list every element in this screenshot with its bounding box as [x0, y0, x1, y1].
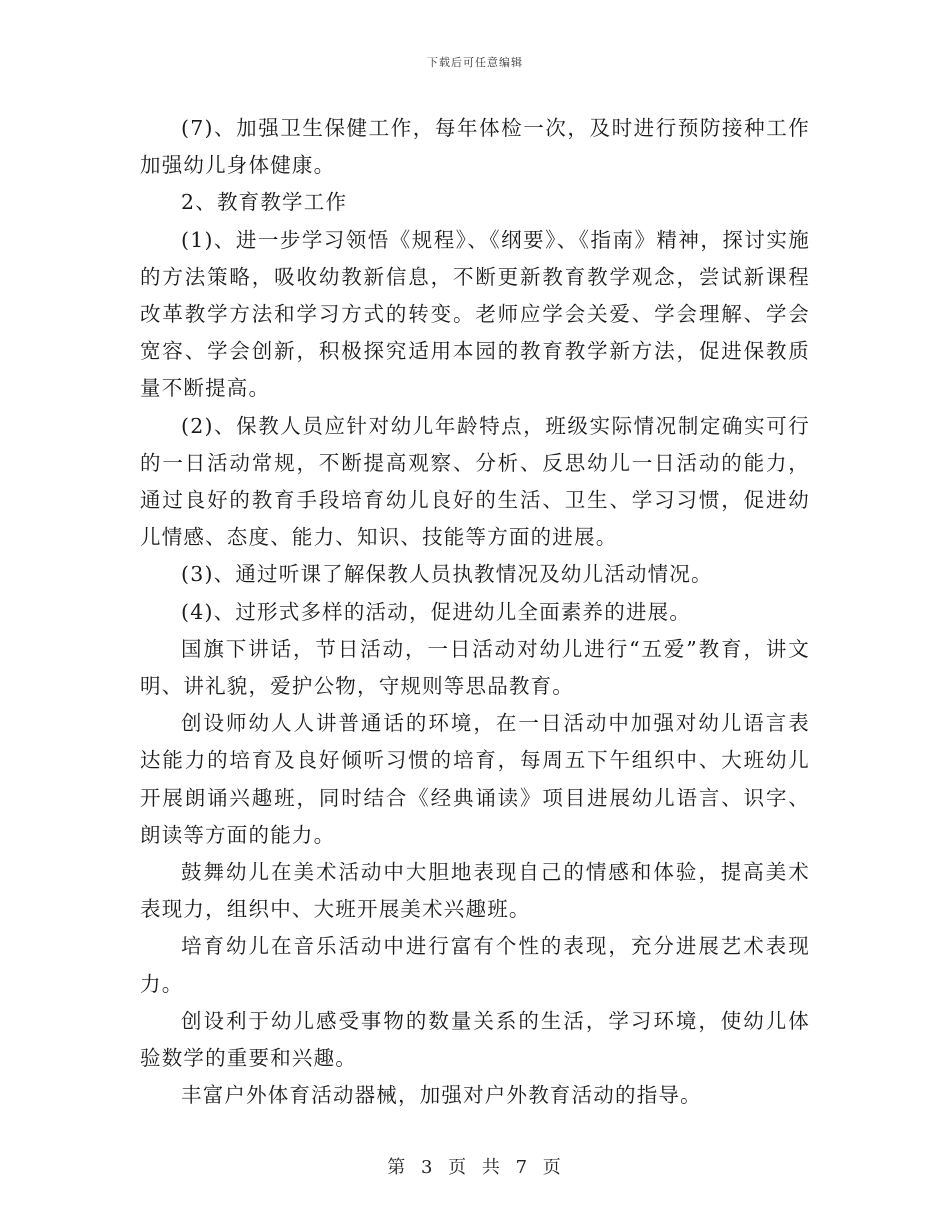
paragraph-study-guidelines: (1)、进一步学习领悟《规程》、《纲要》、《指南》精神，探讨实施的方法策略，吸收幼教新信息，不断更新教育教学观念，尝试新课程改革教学方法和学习方式的转变。老师应学会关爱、学会理解、学会宽容、学会创新，积极探究适用本园的教育教学新方法，促进保教质量不断提高。 — [140, 227, 810, 401]
paragraph-language: 创设师幼人人讲普通话的环境，在一日活动中加强对幼儿语言表达能力的培育及良好倾听习惯的培育，每周五下午组织中、大班幼儿开展朗诵兴趣班，同时结合《经典诵读》项目进展幼儿语言、识字、朗读等方面的能力。 — [140, 711, 810, 847]
paragraph-music: 培育幼儿在音乐活动中进行富有个性的表现，充分进展艺术表现力。 — [140, 934, 810, 996]
paragraph-outdoor-sports: 丰富户外体育活动器械，加强对户外教育活动的指导。 — [181, 1083, 702, 1108]
paragraph-varied-activities: (4)、过形式多样的活动，促进幼儿全面素养的进展。 — [181, 599, 692, 624]
page-header: 下载后可任意编辑 — [427, 56, 523, 69]
paragraph-moral-education: 国旗下讲话，节日活动，一日活动对幼儿进行“五爱”教育，讲文明、讲礼貌，爱护公物，守规则等思品教育。 — [140, 636, 810, 699]
paragraph-art: 鼓舞幼儿在美术活动中大胆地表现自己的情感和体验，提高美术表现力，组织中、大班开展美术兴趣班。 — [140, 860, 810, 922]
paragraph-health-care: (7)、加强卫生保健工作，每年体检一次，及时进行预防接种工作加强幼儿身体健康。 — [140, 116, 810, 178]
section-heading-teaching: 2、教育教学工作 — [181, 190, 348, 215]
paragraph-math: 创设利于幼儿感受事物的数量关系的生活，学习环境，使幼儿体验数学的重要和兴趣。 — [140, 1008, 810, 1071]
page-number: 第 3 页 共 7 页 — [387, 1157, 563, 1178]
document-body — [140, 110, 810, 1114]
paragraph-daily-routine: (2)、保教人员应针对幼儿年龄特点，班级实际情况制定确实可行的一日活动常规，不断提高观察、分析、反思幼儿一日活动的能力，通过良好的教育手段培育幼儿良好的生活、卫生、学习习惯，促进幼儿情感、态度、能力、知识、技能等方面的进展。 — [140, 413, 810, 550]
paragraph-lesson-observation: (3)、通过听课了解保教人员执教情况及幼儿活动情况。 — [181, 562, 713, 587]
